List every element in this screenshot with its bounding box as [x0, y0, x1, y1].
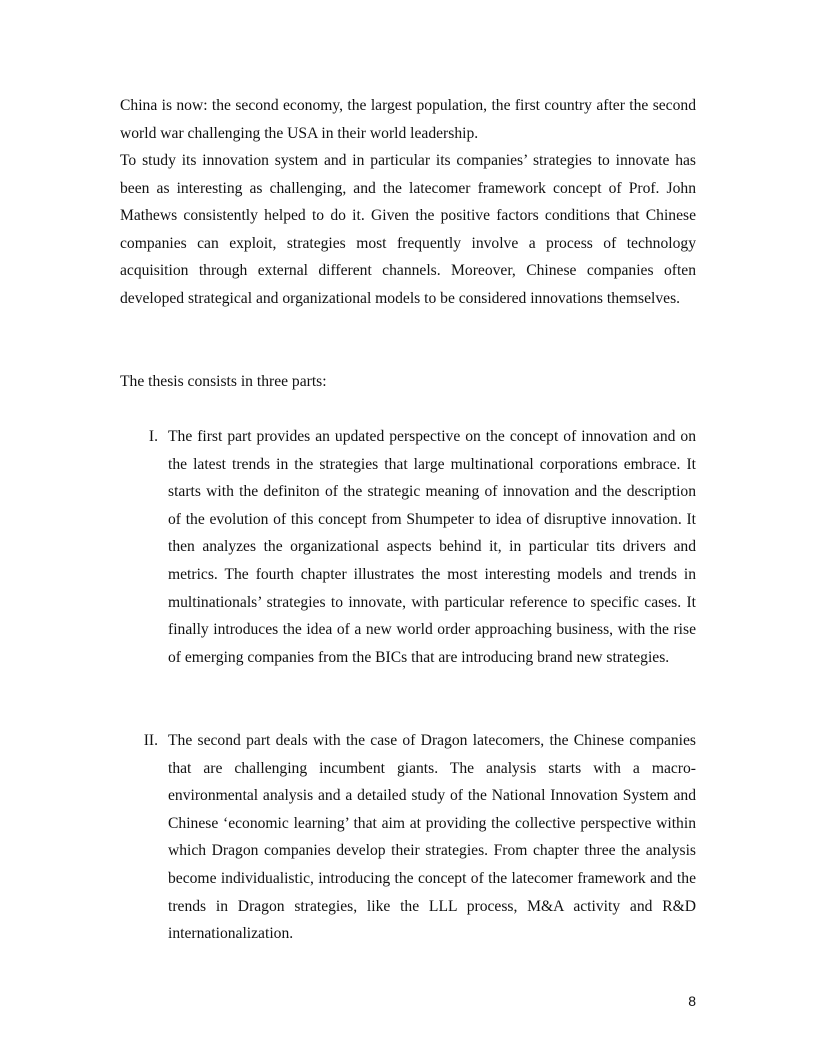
list-marker: II.	[143, 732, 158, 749]
list-item-text: The first part provides an updated perspective on the concept of innovation and on the latest trends in the strategies that large multinational corporations embrace. It starts with the definiton of the strategic meaning of innovation and the description of the evolution of this concept from Shumpeter to idea of disruptive innovation. It then analyzes the organizational aspects behind it, in particular tits drivers and metrics. The fourth chapter illustrates the most interesting models and trends in multinationals’ strategies to innovate, with particular reference to specific cases. It finally introduces the idea of a new world order approaching business, with the rise of emerging companies from the BICs that are introducing brand new strategies.	[168, 428, 696, 666]
list-item-text: The second part deals with the case of Dragon latecomers, the Chinese companies that are challenging incumbent giants. The analysis starts with a macro-environmental analysis and a detailed study of the National Innovation System and Chinese ‘economic learning’ that aim at providing the collective perspective within which Dragon companies develop their strategies. From chapter three the analysis become individualistic, introducing the concept of the latecomer framework and the trends in Dragon strategies, like the LLL process, M&A activity and R&D internationalization.	[168, 732, 696, 943]
list-marker: I.	[148, 428, 158, 445]
study-paragraph: To study its innovation system and in particular its companies’ strategies to innovate has been as interesting as challenging, and the latecomer framework concept of Prof. John Mathews consistently helped to do it. Given the positive factors conditions that Chinese companies can exploit, strategies most frequently involve a process of technology acquisition through external different channels. Moreover, Chinese companies often developed strategical and organizational models to be considered innovations themselves.	[120, 152, 696, 307]
page-number: 8	[688, 993, 696, 1009]
thesis-parts-intro: The thesis consists in three parts:	[120, 373, 327, 390]
intro-paragraph: China is now: the second economy, the largest population, the first country after the second world war challenging the USA in their world leadership.	[120, 97, 696, 142]
